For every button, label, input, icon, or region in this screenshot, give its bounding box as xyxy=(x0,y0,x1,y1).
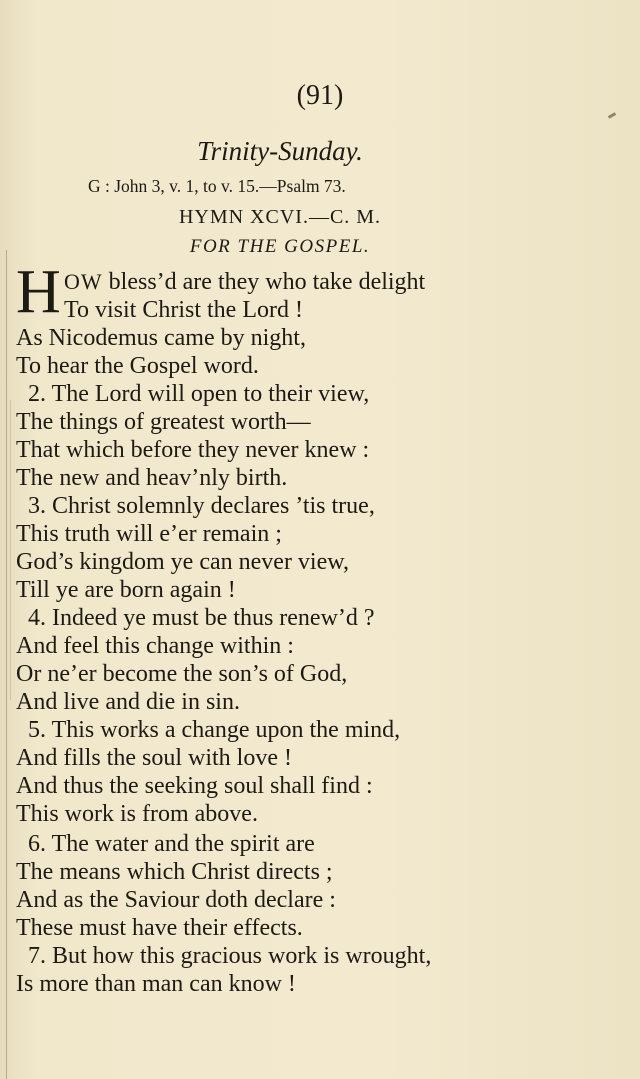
hymn-line: And live and die in sin. xyxy=(16,689,240,715)
hymn-line: And thus the seeking soul shall find : xyxy=(16,773,373,799)
hymn-line: 2. The Lord will open to their view, xyxy=(28,381,370,407)
drop-cap: H xyxy=(16,258,61,326)
hymn-line: This work is from above. xyxy=(16,801,258,827)
hymn-line: And fills the soul with love ! xyxy=(16,745,292,771)
hymn-line: These must have their effects. xyxy=(16,915,303,941)
page-number: (91) xyxy=(296,80,344,111)
hymn-line: The things of greatest worth— xyxy=(16,409,311,435)
hymn-line: To visit Christ the Lord ! xyxy=(64,297,303,323)
drop-cap-continuation: OW xyxy=(64,269,103,294)
hymn-line: And as the Saviour doth declare : xyxy=(16,887,336,913)
hymn-line: Or ne’er become the son’s of God, xyxy=(16,661,348,687)
hymn-line: 5. This works a change upon the mind, xyxy=(28,717,401,743)
hymn-subtitle: FOR THE GOSPEL. xyxy=(189,236,371,257)
hymn-line: And feel this change within : xyxy=(16,633,294,659)
hymn-line: The new and heav’nly birth. xyxy=(16,465,288,491)
hymn-line: The means which Christ directs ; xyxy=(16,859,333,885)
section-title: Trinity-Sunday. xyxy=(197,136,363,166)
hymn-line: Is more than man can know ! xyxy=(16,971,296,997)
hymn-line: As Nicodemus came by night, xyxy=(16,325,306,351)
hymn-line xyxy=(64,268,425,296)
hymn-line: God’s kingdom ye can never view, xyxy=(16,549,350,575)
hymn-line: Till ye are born again ! xyxy=(16,577,236,603)
hymn-line: 6. The water and the spirit are xyxy=(28,831,315,857)
hymn-line: 4. Indeed ye must be thus renew’d ? xyxy=(28,605,375,631)
hymn-number: HYMN XCVI.—C. M. xyxy=(178,206,382,228)
scripture-reference: G : John 3, v. 1, to v. 15.—Psalm 73. xyxy=(88,176,346,196)
hymn-line: That which before they never knew : xyxy=(16,437,370,463)
hymn-line: This truth will e’er remain ; xyxy=(16,521,282,547)
hymn-line: 7. But how this gracious work is wrought, xyxy=(28,943,432,969)
hymn-line: To hear the Gospel word. xyxy=(16,353,259,379)
hymn-line: 3. Christ solemnly declares ’tis true, xyxy=(28,493,375,519)
hymn-line-text: bless’d are they who take delight xyxy=(102,269,426,295)
